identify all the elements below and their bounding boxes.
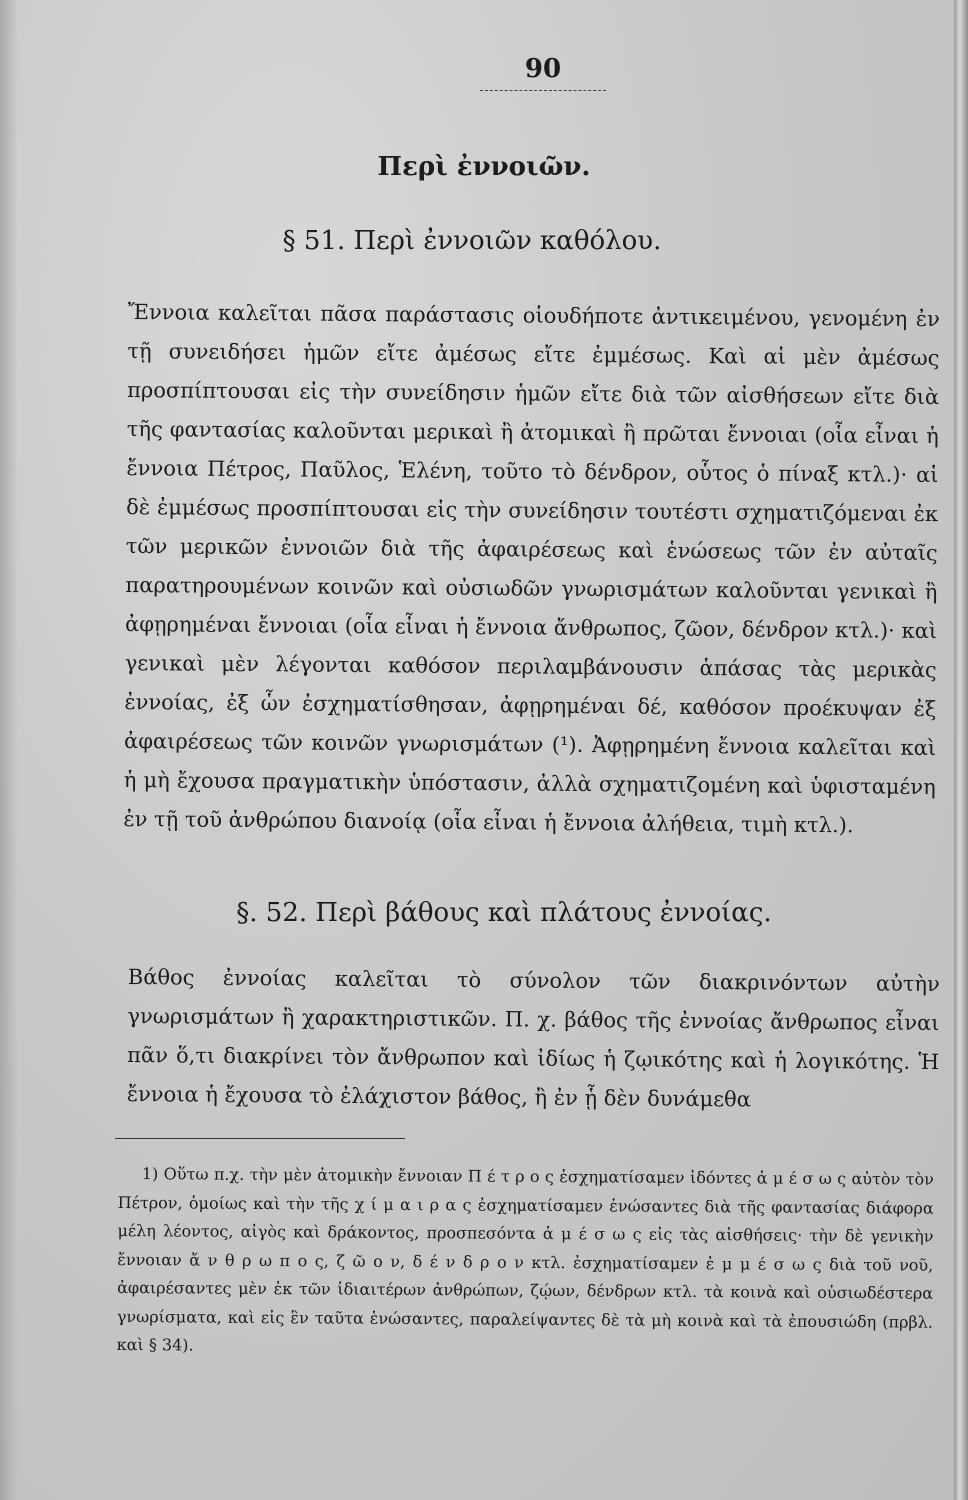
section-51-paragraph: Ἔννοια καλεῖται πᾶσα παράστασις οἱουδήποτε ἀντικειμένου, γενομένη ἐν τῇ συνειδήσει ἡμῶν εἴτε ἀμέσως εἴτε ἐμμέσως. Καὶ αἱ μὲν ἀμέσως προσπίπτουσαι εἰς τὴν συνείδησιν ἡμῶν εἴτε διὰ τῶν αἰσθήσεων εἴτε διὰ τῆς φαντασίας καλοῦνται μερικαὶ ἢ ἀτομικαὶ ἢ πρῶται ἔννοιαι (οἷα εἶναι ἡ ἔννοια Πέτρος, Παῦλος, Ἑλένη, τοῦτο τὸ δένδρον, οὗτος ὁ πίναξ κτλ.)· αἱ δὲ ἐμμέσως προσπίπτουσαι εἰς τὴν συνείδησιν τουτέστι σχηματιζόμεναι ἐκ τῶν μερικῶν ἐννοιῶν διὰ τῆς ἀφαιρέσεως καὶ ἑνώσεως τῶν ἐν αὐταῖς παρατηρουμένων κοινῶν καὶ οὐσιωδῶν γνωρισμάτων καλοῦνται γενικαὶ ἢ ἀφῃρημέναι ἔννοιαι (οἷα εἶναι ἡ ἔννοια ἄνθρωπος, ζῶον, δένδρον κτλ.)· καὶ γενικαὶ μὲν λέγονται καθόσον περιλαμβάνουσιν ἁπάσας τὰς μερικὰς ἐννοίας, ἐξ ὧν ἐσχηματίσθησαν, ἀφῃρημέναι δέ, καθόσον προέκυψαν ἐξ ἀφαιρέσεως τῶν κοινῶν γνωρισμάτων (¹). Ἀφῃρημένη ἔννοια καλεῖται καὶ ἡ μὴ ἔχουσα πραγματικὴν ὑπόστασιν, ἀλλὰ σχηματιζομένη καὶ ὑφισταμένη ἐν τῇ τοῦ ἀνθρώπου διανοίᾳ (οἷα εἶναι ἡ ἔννοια ἀλήθεια, τιμὴ κτλ.).: [123, 299, 940, 838]
chapter-title: Περὶ ἐννοιῶν.: [377, 152, 591, 182]
section-52-title: §. 52. Περὶ βάθους καὶ πλάτους ἐννοίας.: [236, 898, 772, 928]
section-52-paragraph: Βάθος ἐννοίας καλεῖται τὸ σύνολον τῶν διακρινόντων αὐτὴν γνωρισμάτων ἢ χαρακτηριστικῶν. Π. χ. βάθος τῆς ἐννοίας ἄνθρωπος εἶναι πᾶν ὅ,τι διακρίνει τὸν ἄνθρωπον καὶ ἰδίως ἡ ζῳικότης καὶ ἡ λογικότης. Ἡ ἔννοια ἡ ἔχουσα τὸ ἐλάχιστον βάθος, ἢ ἐν ᾗ δὲν δυνάμεθα: [126, 964, 940, 1112]
page-number: 90: [480, 54, 606, 91]
section-51-title: § 51. Περὶ ἐννοιῶν καθόλου.: [282, 226, 662, 256]
footnote: 1) Οὕτω π.χ. τὴν μὲν ἀτομικὴν ἔννοιαν Π έ τ ρ ο ς ἐσχηματίσαμεν ἰδόντες ἀ μ έ σ ω ς αὐτὸν τὸν Πέτρον, ὁμοίως καὶ τὴν τῆς χ ί μ α ι ρ α ς ἐσχηματίσαμεν ἑνώσαντες διὰ τῆς φαντασίας διάφορα μέλη λέοντος, αἰγὸς καὶ δράκοντος, προσπεσόντα ἀ μ έ σ ω ς εἰς τὰς αἰσθήσεις· τὴν δὲ γενικὴν ἔννοιαν ἄ ν θ ρ ω π ο ς, ζ ῶ ο ν, δ έ ν δ ρ ο ν κτλ. ἐσχηματίσαμεν ἐ μ μ έ σ ω ς διὰ τοῦ νοῦ, ἀφαιρέσαντες μὲν ἐκ τῶν ἰδιαιτέρων ἀνθρώπων, ζῴων, δένδρων κτλ. τὰ κοινὰ καὶ οὐσιωδέστερα γνωρίσματα, καὶ εἰς ἓν ταῦτα ἑνώσαντες, παραλείψαντες δὲ τὰ μὴ κοινὰ καὶ τὰ ἐπουσιώδη (πρβλ. καὶ § 34).: [116, 1164, 934, 1355]
footnote-separator: [115, 1138, 405, 1139]
gutter-shadow: [0, 0, 18, 1500]
page-edge: [954, 0, 968, 1500]
